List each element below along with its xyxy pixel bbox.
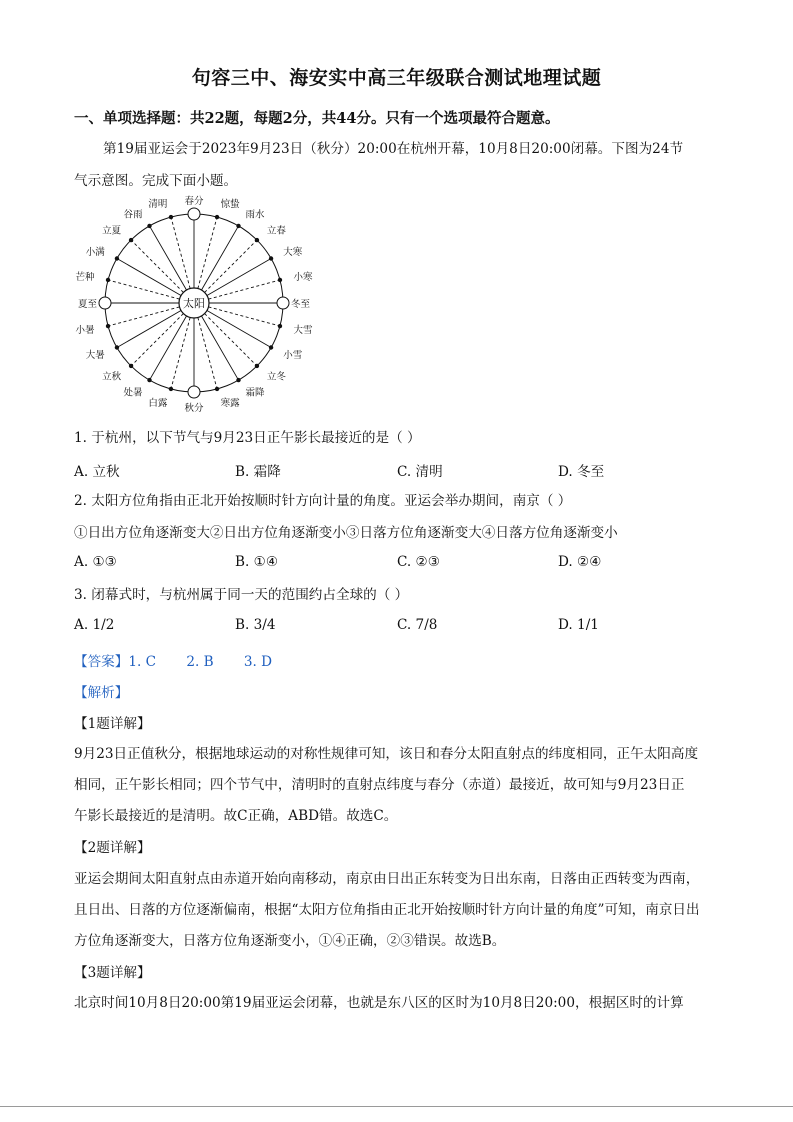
earth-position-dot-4 (269, 256, 273, 260)
solar-terms-diagram (70, 192, 320, 418)
q2-option-b: B. ①④ (235, 554, 279, 570)
answer-label: 【答案】 (74, 654, 129, 670)
d3-line-1: 北京时间10月8日20:00第19届亚运会闭幕，也就是东八区的区时为10月8日20:00，根据区时的计算 (74, 995, 684, 1011)
ray-15 (131, 314, 183, 366)
term-label-0: 春分 (184, 196, 204, 207)
d1-line-3: 午影长最接近的是清明。故C正确，ABD错。故选C。 (74, 808, 398, 824)
term-label-12: 秋分 (184, 403, 204, 414)
page-bottom-rule (0, 1106, 793, 1107)
earth-position-major-12 (188, 386, 200, 398)
term-label-3: 立春 (266, 225, 286, 237)
d1-line-1: 9月23日正值秋分，根据地球运动的对称性规律可知，该日和春分太阳直射点的纬度相同，正午太阳高度 (74, 746, 699, 762)
term-label-2: 雨水 (245, 209, 265, 221)
term-label-6: 冬至 (291, 299, 311, 310)
q2-option-a: A. ①③ (74, 554, 117, 570)
ray-3 (205, 240, 257, 292)
q2-choices: ①日出方位角逐渐变大②日出方位角逐渐变小③日落方位角逐渐变大④日落方位角逐渐变小 (74, 525, 618, 541)
ray-21 (131, 240, 183, 292)
term-label-19: 芒种 (75, 271, 95, 283)
section-heading: 一、单项选择题：共22题，每题2分，共44分。只有一个选项最符合题意。 (74, 110, 560, 127)
earth-position-dot-8 (269, 345, 273, 349)
intro-line-1: 第19届亚运会于2023年9月23日（秋分）20:00在杭州开幕，10月8日20:00闭幕。下图为24节 (103, 141, 684, 157)
term-label-5: 小寒 (293, 271, 313, 283)
ray-7 (208, 307, 279, 326)
earth-position-dot-3 (255, 238, 259, 242)
earth-position-dot-15 (129, 364, 133, 368)
ray-11 (198, 317, 217, 388)
earth-position-major-18 (99, 297, 111, 309)
term-label-8: 小雪 (283, 350, 303, 361)
term-label-9: 立冬 (266, 371, 286, 383)
term-label-4: 大寒 (283, 247, 303, 258)
sun-label: 太阳 (183, 297, 205, 310)
q1-option-a: A. 立秋 (74, 464, 120, 480)
q2-option-c: C. ②③ (397, 554, 440, 570)
page-title: 句容三中、海安实中高三年级联合测试地理试题 (191, 67, 602, 89)
d1-line-2: 相同，正午影长相同；四个节气中，清明时的直射点纬度与春分（赤道）最接近，故可知与9月23日正 (74, 777, 685, 793)
q3-option-d: D. 1/1 (558, 617, 599, 633)
term-label-7: 大雪 (293, 325, 313, 337)
earth-position-dot-17 (106, 324, 110, 328)
term-label-15: 立秋 (102, 371, 122, 383)
earth-position-dot-23 (169, 215, 173, 219)
earth-position-dot-16 (115, 345, 119, 349)
term-label-10: 霜降 (245, 387, 265, 399)
q2-option-d: D. ②④ (558, 554, 602, 570)
analysis-label: 【解析】 (74, 685, 129, 701)
intro-line-2: 气示意图。完成下面小题。 (74, 173, 238, 189)
term-label-22: 谷雨 (123, 209, 143, 221)
earth-position-dot-19 (106, 278, 110, 282)
d2-line-1: 亚运会期间太阳直射点由赤道开始向南移动，南京由日出正东转变为日出东南，日落由正西转变为西南， (74, 871, 700, 887)
ray-9 (205, 314, 257, 366)
term-label-21: 立夏 (102, 225, 122, 237)
ray-5 (208, 280, 279, 299)
q3-option-a: A. 1/2 (74, 617, 115, 633)
earth-position-dot-13 (169, 387, 173, 391)
earth-position-dot-5 (278, 278, 282, 282)
earth-position-dot-2 (236, 224, 240, 228)
term-label-20: 小满 (85, 247, 105, 258)
term-label-23: 清明 (148, 199, 168, 211)
d2-line-2: 且日出、日落的方位逐渐偏南，根据“太阳方位角指由正北开始按顺时针方向计量的角度”可知，南京日出 (74, 902, 700, 918)
earth-position-dot-1 (215, 215, 219, 219)
ray-17 (108, 307, 179, 326)
term-label-13: 白露 (148, 397, 168, 409)
earth-position-major-0 (188, 208, 200, 220)
earth-position-dot-22 (147, 224, 151, 228)
d1-heading: 【1题详解】 (74, 716, 151, 732)
earth-position-dot-11 (215, 387, 219, 391)
q3-option-b: B. 3/4 (235, 617, 276, 633)
earth-position-dot-7 (278, 324, 282, 328)
earth-position-dot-10 (236, 378, 240, 382)
q1-option-b: B. 霜降 (235, 464, 281, 480)
term-label-16: 大暑 (85, 350, 105, 361)
term-label-1: 惊蛰 (220, 199, 240, 211)
ray-23 (171, 217, 190, 288)
q3-option-c: C. 7/8 (397, 617, 438, 633)
d2-heading: 【2题详解】 (74, 840, 151, 856)
answer-line (74, 650, 272, 670)
earth-position-major-6 (277, 297, 289, 309)
term-label-11: 寒露 (220, 397, 240, 409)
q1-option-c: C. 清明 (397, 464, 443, 480)
q1-stem: 1. 于杭州，以下节气与9月23日正午影长最接近的是（ ） (74, 430, 421, 446)
ray-19 (108, 280, 179, 299)
ray-1 (198, 217, 217, 288)
earth-position-dot-14 (147, 378, 151, 382)
d3-heading: 【3题详解】 (74, 965, 151, 981)
d2-line-3: 方位角逐渐变大，日落方位角逐渐变小，①④正确，②③错误。故选B。 (74, 933, 506, 949)
q3-stem: 3. 闭幕式时，与杭州属于同一天的范围约占全球的（ ） (74, 587, 409, 603)
earth-position-dot-21 (129, 238, 133, 242)
earth-position-dot-20 (115, 256, 119, 260)
q2-stem: 2. 太阳方位角指由正北开始按顺时针方向计量的角度。亚运会举办期间，南京（ ） (74, 493, 572, 509)
earth-position-dot-9 (255, 364, 259, 368)
term-label-17: 小暑 (75, 325, 95, 337)
term-label-14: 处暑 (123, 387, 143, 399)
q1-option-d: D. 冬至 (558, 464, 605, 480)
ray-13 (171, 317, 190, 388)
term-label-18: 夏至 (77, 299, 97, 310)
answer-text: 1. C 2. B 3. D (128, 654, 273, 670)
